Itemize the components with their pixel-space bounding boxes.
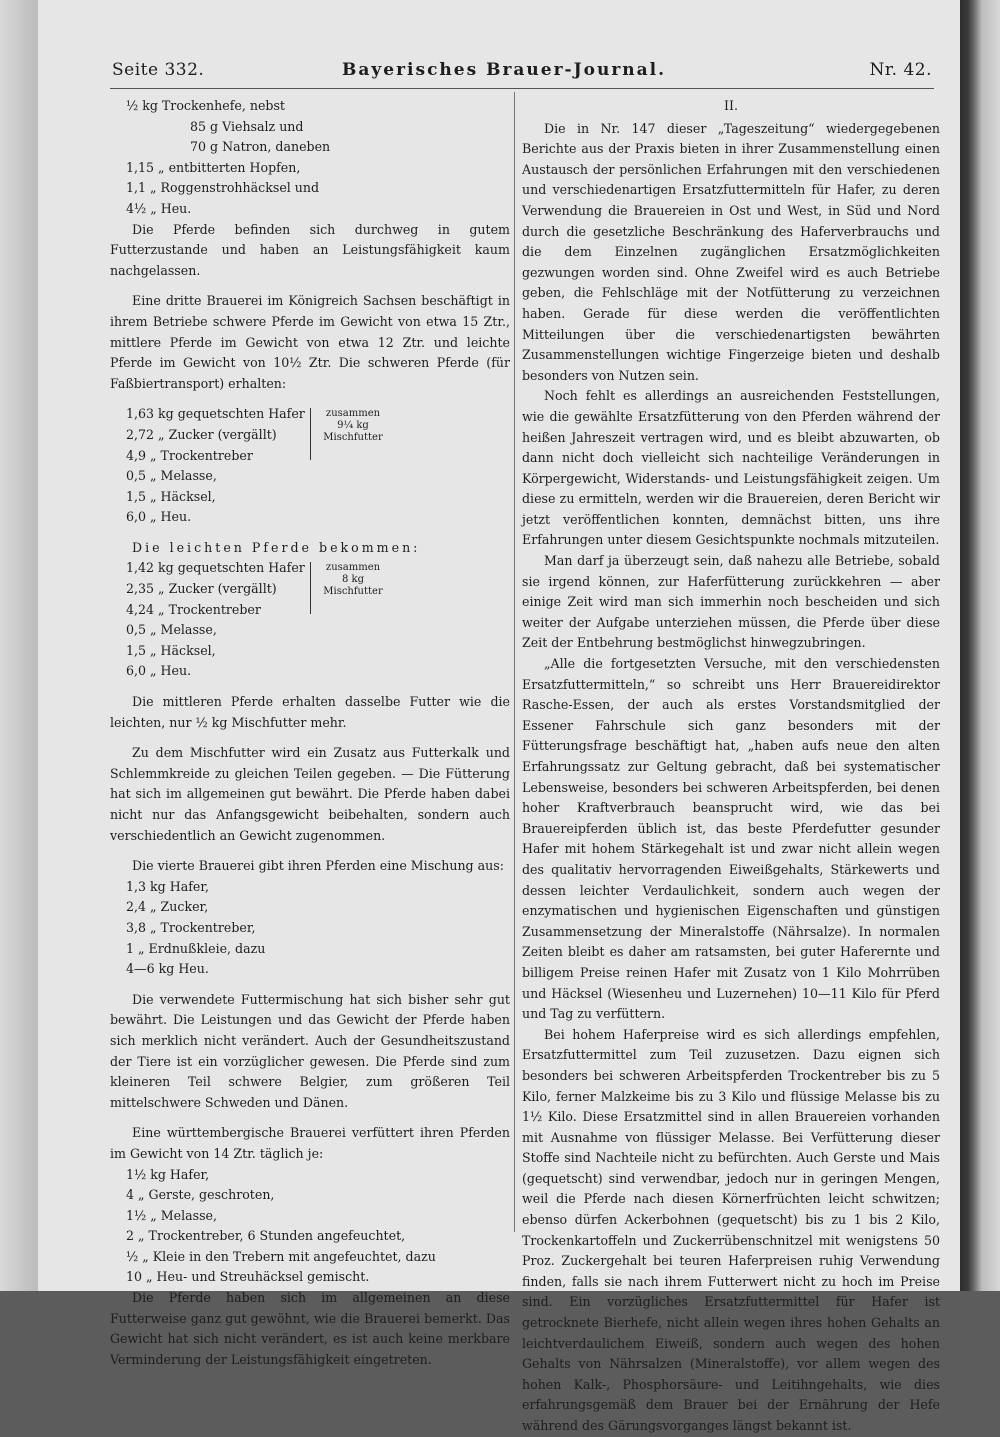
list-item: ½ kg Trockenhefe, nebst bbox=[126, 98, 285, 113]
ration-list-heavy bbox=[110, 404, 510, 528]
list-item: 1,1 „ Roggenstrohhäcksel und bbox=[126, 180, 320, 196]
paragraph: Noch fehlt es allerdings an ausreichenden Feststellungen, wie die gewählte Ersatzfütterung von den Pferden während der heißen Jahreszeit vertragen wird, und es bleibt abzuwarten, ob dann nicht doch vielleicht sich nachteilige Veränderungen in Körpergewicht, Widerstands- und Leistungsfähigkeit zeigen. Um diese zu ermitteln, werden wir die Brauereien, deren Bericht wir jetzt veröffentlichen konnten, demnächst bitten, uns ihre Erfahrungen unter diesem Gesichtspunkte nochmals mitzuteilen. bbox=[522, 388, 940, 548]
brace-note: zusammen 9¼ kg Mischfutter bbox=[323, 408, 383, 444]
list-item: 2,72 „ Zucker (vergällt) bbox=[126, 426, 277, 442]
issue-number: Nr. 42. bbox=[869, 60, 932, 80]
list-item: 1,63 kg gequetschten Hafer bbox=[126, 406, 305, 422]
section-heading: II. bbox=[724, 98, 738, 113]
paragraph: Eine württembergische Brauerei verfüttert ihren Pferden im Gewicht von 14 Ztr. täglich je: bbox=[110, 1125, 510, 1161]
paragraph: Die leichten Pferde bekommen: bbox=[132, 539, 421, 555]
list-item: 2,4 „ Zucker, bbox=[126, 899, 209, 915]
list-item: 4,24 „ Trockentreber bbox=[126, 601, 261, 617]
column-divider bbox=[514, 92, 515, 1232]
paragraph: Man darf ja überzeugt sein, daß nahezu alle Betriebe, sobald sie irgend können, zur Haferfütterung zurückkehren — aber einige Zeit wird man sich immerhin noch bescheiden und sich weiter der Aufgabe unterziehen müssen, die Pferde über diese Zeit der Entbehrung bestmöglichst hinwegzubringen. bbox=[522, 553, 940, 651]
list-item: 1 „ Erdnußkleie, dazu bbox=[126, 940, 266, 956]
list-item: 1,5 „ Häcksel, bbox=[126, 642, 216, 658]
paragraph: Zu dem Mischfutter wird ein Zusatz aus Futterkalk und Schlemmkreide zu gleichen Teilen gegeben. — Die Fütterung hat sich im allgemeinen gut bewährt. Die Pferde haben dabei nicht nur das Anfangsgewicht beibehalten, sondern auch verschiedentlich an Gewicht zugenommen. bbox=[110, 745, 510, 843]
header-rule bbox=[110, 88, 934, 89]
scan-left-margin bbox=[0, 0, 38, 1291]
list-item: 2 „ Trockentreber, 6 Stunden angefeuchtet, bbox=[126, 1228, 406, 1244]
list-item: 4½ „ Heu. bbox=[126, 200, 192, 216]
paragraph: Die Pferde haben sich im allgemeinen an diese Futterweise ganz gut gewöhnt, wie die Brauerei bemerkt. Das Gewicht hat sich nicht verändert, es ist auch keine merkbare Verminderung der Leistungsfähigkeit eingetreten. bbox=[110, 1290, 510, 1367]
list-item: 6,0 „ Heu. bbox=[126, 663, 192, 679]
paragraph: Die Pferde befinden sich durchweg in gutem Futterzustande und haben an Leistungsfähigkeit kaum nachgelassen. bbox=[110, 221, 510, 278]
list-item: 1½ kg Hafer, bbox=[126, 1166, 210, 1182]
list-item: 85 g Viehsalz und bbox=[190, 118, 304, 134]
ration-list-light bbox=[110, 558, 510, 682]
paragraph: Eine dritte Brauerei im Königreich Sachsen beschäftigt in ihrem Betriebe schwere Pferde im Gewicht von etwa 15 Ztr., mittlere Pferde im Gewicht von etwa 12 Ztr. und leichte Pferde im Gewicht von 10½ Ztr. Die schweren Pferde (für Faßbiertransport) erhalten: bbox=[110, 293, 510, 391]
list-item: 0,5 „ Melasse, bbox=[126, 622, 217, 638]
paragraph: Die vierte Brauerei gibt ihren Pferden eine Mischung aus: bbox=[132, 858, 504, 874]
list-item: 1,15 „ entbitterten Hopfen, bbox=[126, 159, 301, 175]
list-item: 2,35 „ Zucker (vergällt) bbox=[126, 581, 277, 597]
brace-note: zusammen 8 kg Mischfutter bbox=[323, 562, 383, 598]
paragraph: Die in Nr. 147 dieser „Tageszeitung“ wiedergegebenen Berichte aus der Praxis bieten in ihrer Zusammenstellung einen Austausch der persönlichen Erfahrungen mit den verschiedenen und verschiedenartigen Ersatzfuttermitteln für Hafer, zu deren Verwendung die Brauereien in Ost und West, in Süd und Nord durch die gesetzliche Beschränkung des Haferverbrauchs und die dem Einzelnen zugänglichen Ersatzmöglichkeiten gezwungen worden sind. Ohne Zweifel wird es auch Betriebe geben, die Fehlschläge mit der Notfütterung zu verzeichnen haben. Gerade für diese werden die veröffentlichten Mitteilungen über die verschiedenartigsten bewährten Zusammenstellungen wichtige Fingerzeige bieten und deshalb besonders von Nutzen sein. bbox=[522, 120, 940, 383]
list-item: 6,0 „ Heu. bbox=[126, 509, 192, 525]
list-item: 4,9 „ Trockentreber bbox=[126, 447, 253, 463]
list-item: 1,3 kg Hafer, bbox=[126, 878, 209, 894]
paragraph: „Alle die fortgesetzten Versuche, mit den verschiedensten Ersatzfuttermitteln,“ so schreibt uns Herr Brauereidirektor Rasche-Essen, der auch als erstes Vorstandsmitglied der Essener Fahrschule sich ganz besonders mit der Fütterungsfrage beschäftigt hat, „haben aufs neue den alten Erfahrungssatz zur Geltung gebracht, daß bei systematischer Lebensweise, besonders bei schweren Arbeitspferden, bei denen hoher Kraftverbrauch beansprucht wird, wie das bei Brauereipferden üblich ist, das beste Pferdefutter gesunder Hafer mit hohem Stärkegehalt ist und zwar nicht allein wegen des qualitativ hervorragenden Eiweißgehalts, Stärkewerts und dessen leichter Verdaulichkeit, sondern auch wegen der enzymatischen und hygienischen Eigenschaften und günstigen Zusammensetzung der Mineralstoffe (Nährsalze). In normalen Zeiten bleibt es daher am ratsamsten, bei guter Haferernte und billigem Preise reinen Hafer mit Zusatz von 1 Kilo Mohrrüben und Häcksel (Wiesenheu und Luzernehen) 10—11 Kilo für Pferd und Tag zu verfüttern. bbox=[522, 656, 940, 1022]
journal-title: Bayerisches Brauer-Journal. bbox=[342, 60, 667, 80]
list-item: ½ „ Kleie in den Trebern mit angefeuchtet, dazu bbox=[126, 1248, 436, 1264]
running-header bbox=[112, 60, 932, 86]
list-item: 1½ „ Melasse, bbox=[126, 1207, 218, 1223]
paragraph: Die mittleren Pferde erhalten dasselbe Futter wie die leichten, nur ½ kg Mischfutter mehr. bbox=[110, 694, 510, 730]
paragraph: Die verwendete Futtermischung hat sich bisher sehr gut bewährt. Die Leistungen und das Gewicht der Pferde haben sich merklich nicht verändert. Auch der Gesundheitszustand der Tiere ist ein vorzüglicher gewesen. Die Pferde sind zum kleineren Teil schwere Belgier, zum größeren Teil mittelschwere Schweden und Dänen. bbox=[110, 991, 510, 1110]
paragraph: Bei hohem Haferpreise wird es sich allerdings empfehlen, Ersatzfuttermittel zum Teil zuzusetzen. Dazu eignen sich besonders bei schweren Arbeitspferden Trockentreber bis zu 5 Kilo, ferner Malzkeime bis zu 3 Kilo und flüssige Melasse bis zu 1½ Kilo. Diese Ersatzmittel sind in allen Brauereien vorhanden mit Ausnahme von flüssiger Melasse. Bei Verfütterung dieser Stoffe sind Nachteile nicht zu befürchten. Auch Gerste und Mais (gequetscht) sind verwendbar, jedoch nur in geringen Mengen, weil die Pferde nach diesen Körnerfrüchten leicht schwitzen; ebenso dürfen Ackerbohnen (gequetscht) bis zu 1 bis 2 Kilo, Trockenkartoffeln und Zuckerrübenschnitzel mit wenigstens 50 Proz. Zuckergehalt bei teuren Haferpreisen ruhig Verwendung finden, falls sie nach ihrem Futterwert nicht zu hoch im Preise sind. Ein vorzügliches Ersatzfuttermittel für Hafer ist getrocknete Bierhefe, nicht allein wegen ihres hohen Gehalts an leichtverdaulichem Eiweiß, sondern auch wegen des hohen Gehalts von Nährsalzen (Mineralstoffe), vor allem wegen des hohen Kalk-, Phosphorsäure- und Leitihngehalts, wie dies erfahrungsgemäß dem Brauer bei der Ernährung der Hefe während des Gärungsvorganges längst bekannt ist. bbox=[522, 1026, 940, 1433]
list-item: 1,42 kg gequetschten Hafer bbox=[126, 560, 305, 576]
page-number: Seite 332. bbox=[112, 60, 205, 80]
list-item: 10 „ Heu- und Streuhäcksel gemischt. bbox=[126, 1269, 370, 1285]
list-item: 0,5 „ Melasse, bbox=[126, 468, 217, 484]
list-item: 70 g Natron, daneben bbox=[190, 139, 331, 155]
left-column bbox=[110, 96, 510, 1370]
scan-binding-edge bbox=[960, 0, 1000, 1291]
list-item: 1,5 „ Häcksel, bbox=[126, 488, 216, 504]
list-item: 4 „ Gerste, geschroten, bbox=[126, 1187, 275, 1203]
right-column bbox=[522, 96, 940, 1437]
list-item: 4—6 kg Heu. bbox=[126, 961, 209, 977]
list-item: 3,8 „ Trockentreber, bbox=[126, 919, 256, 935]
